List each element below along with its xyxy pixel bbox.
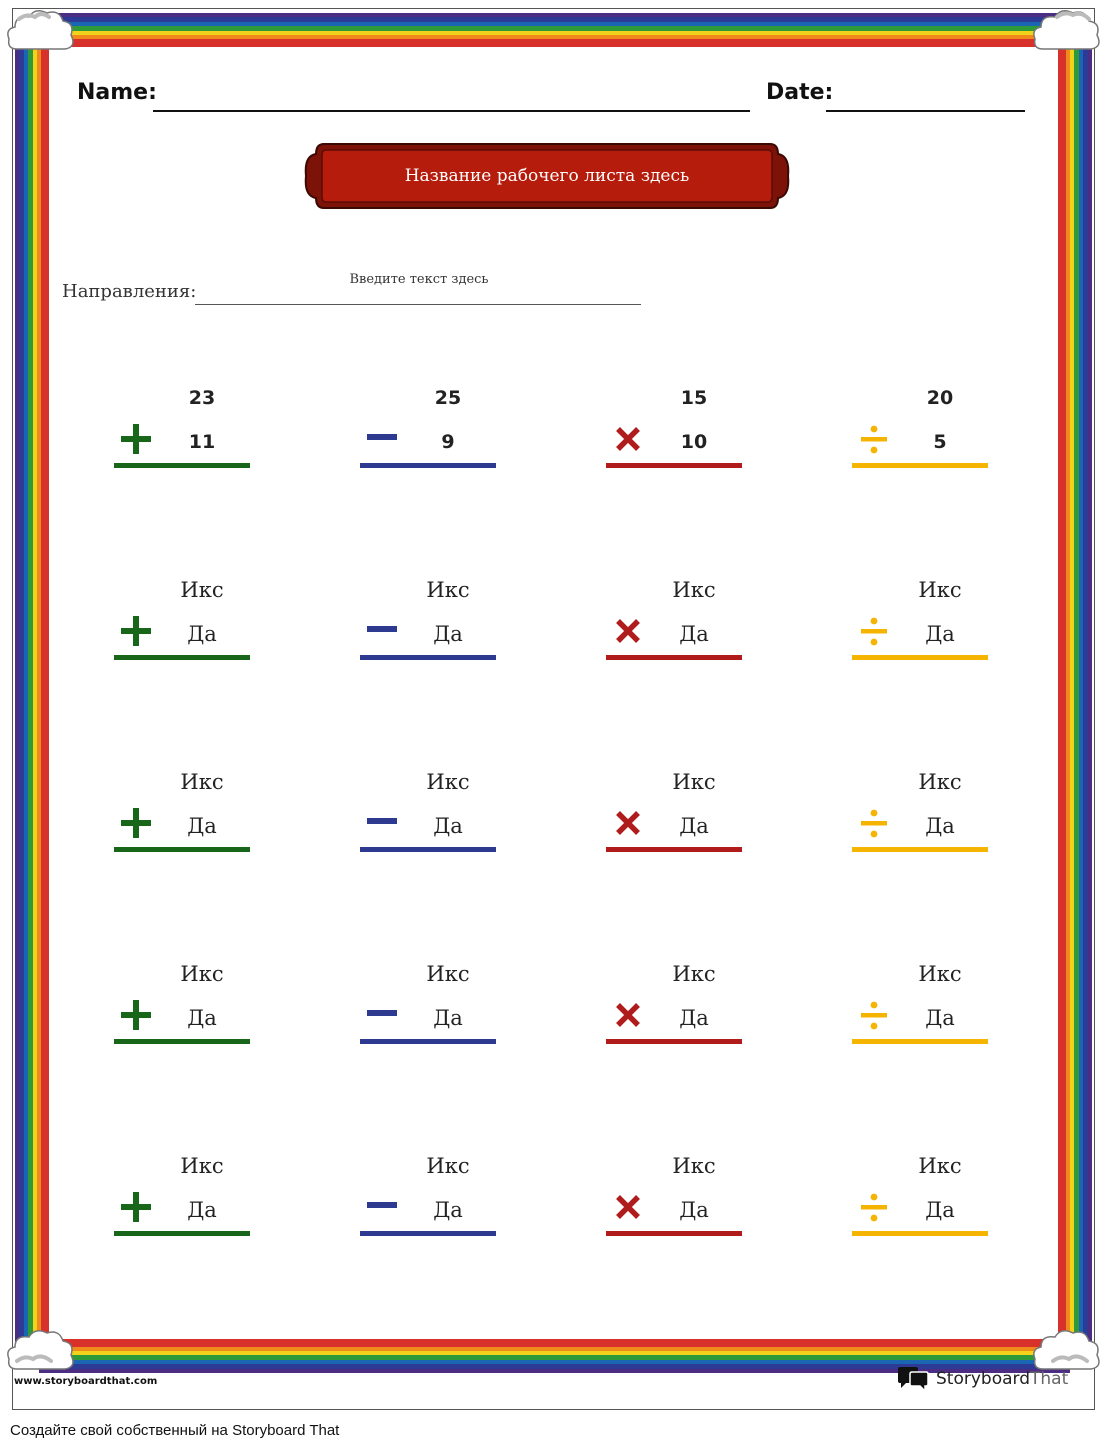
problem-1-2 — [360, 385, 496, 475]
answer-line — [360, 463, 496, 468]
answer-line — [360, 1039, 496, 1044]
multiply-icon — [610, 421, 646, 457]
rainbow-border-top — [39, 13, 1070, 47]
bottom-caption[interactable]: Создайте свой собственный на Storyboard That — [10, 1422, 340, 1439]
cloud-icon — [5, 5, 77, 57]
operand-bottom[interactable]: Да — [187, 622, 217, 646]
answer-line — [114, 463, 250, 468]
answer-line — [360, 655, 496, 660]
operand-bottom[interactable]: 9 — [441, 431, 455, 453]
operand-bottom[interactable]: Да — [679, 1198, 709, 1222]
answer-line — [852, 847, 988, 852]
problem-2-2 — [360, 577, 496, 667]
multiply-icon — [610, 613, 646, 649]
operand-top[interactable]: Икс — [426, 1154, 470, 1178]
operand-bottom[interactable]: Да — [925, 814, 955, 838]
problem-2-1 — [114, 577, 250, 667]
problem-5-1 — [114, 1153, 250, 1243]
brand-suffix: That — [1030, 1369, 1069, 1389]
plus-icon — [118, 421, 154, 457]
footer-brand — [896, 1364, 1068, 1394]
answer-line — [360, 847, 496, 852]
divide-icon — [856, 997, 892, 1033]
name-label: Name: — [77, 80, 157, 105]
operand-top[interactable]: 23 — [188, 387, 216, 409]
operand-top[interactable]: Икс — [672, 962, 716, 986]
operand-top[interactable]: Икс — [426, 962, 470, 986]
problem-3-3 — [606, 769, 742, 859]
answer-line — [852, 655, 988, 660]
multiply-icon — [610, 997, 646, 1033]
cloud-icon — [5, 1325, 77, 1377]
problem-1-3 — [606, 385, 742, 475]
operand-top[interactable]: 15 — [680, 387, 708, 409]
operand-bottom[interactable]: Да — [433, 1006, 463, 1030]
problem-4-1 — [114, 961, 250, 1051]
minus-icon — [364, 805, 400, 841]
footer-url[interactable]: www.storyboardthat.com — [14, 1376, 158, 1387]
problem-4-4 — [852, 961, 988, 1051]
answer-line — [114, 1039, 250, 1044]
date-label: Date: — [766, 80, 834, 105]
operand-bottom[interactable]: Да — [679, 814, 709, 838]
problem-2-3 — [606, 577, 742, 667]
plus-icon — [118, 1189, 154, 1225]
problem-5-3 — [606, 1153, 742, 1243]
operand-top[interactable]: Икс — [180, 578, 224, 602]
answer-line — [606, 847, 742, 852]
operand-bottom[interactable]: Да — [433, 1198, 463, 1222]
multiply-icon — [610, 805, 646, 841]
operand-bottom[interactable]: Да — [925, 1198, 955, 1222]
storyboard-logo-icon — [896, 1366, 930, 1392]
answer-line — [114, 847, 250, 852]
problem-5-2 — [360, 1153, 496, 1243]
divide-icon — [856, 421, 892, 457]
answer-line — [852, 463, 988, 468]
minus-icon — [364, 613, 400, 649]
operand-top[interactable]: Икс — [426, 770, 470, 794]
cloud-icon — [1031, 5, 1103, 57]
minus-icon — [364, 1189, 400, 1225]
operand-top[interactable]: 20 — [926, 387, 954, 409]
answer-line — [606, 1039, 742, 1044]
operand-bottom[interactable]: 10 — [680, 431, 708, 453]
name-line[interactable] — [153, 110, 750, 112]
operand-bottom[interactable]: Да — [187, 1198, 217, 1222]
operand-bottom[interactable]: Да — [187, 814, 217, 838]
directions-text[interactable]: Введите текст здесь — [349, 272, 489, 287]
problem-1-1 — [114, 385, 250, 475]
operand-top[interactable]: Икс — [180, 770, 224, 794]
answer-line — [606, 1231, 742, 1236]
answer-line — [114, 655, 250, 660]
multiply-icon — [610, 1189, 646, 1225]
answer-line — [606, 463, 742, 468]
problem-4-2 — [360, 961, 496, 1051]
divide-icon — [856, 805, 892, 841]
operand-bottom[interactable]: Да — [433, 622, 463, 646]
operand-bottom[interactable]: 5 — [933, 431, 947, 453]
problem-4-3 — [606, 961, 742, 1051]
operand-bottom[interactable]: Да — [679, 1006, 709, 1030]
date-line[interactable] — [826, 110, 1025, 112]
plus-icon — [118, 613, 154, 649]
operand-bottom[interactable]: 11 — [188, 431, 216, 453]
operand-top[interactable]: Икс — [180, 962, 224, 986]
problem-3-4 — [852, 769, 988, 859]
operand-top[interactable]: Икс — [918, 962, 962, 986]
answer-line — [360, 1231, 496, 1236]
problem-3-2 — [360, 769, 496, 859]
brand-main: Storyboard — [936, 1369, 1030, 1389]
rainbow-border-left — [15, 39, 49, 1345]
operand-top[interactable]: Икс — [672, 770, 716, 794]
operand-bottom[interactable]: Да — [679, 622, 709, 646]
directions-line — [195, 304, 641, 305]
minus-icon — [364, 997, 400, 1033]
operand-bottom[interactable]: Да — [925, 622, 955, 646]
operand-bottom[interactable]: Да — [925, 1006, 955, 1030]
operand-top[interactable]: Икс — [426, 578, 470, 602]
worksheet-title[interactable]: Название рабочего листа здесь — [404, 166, 690, 186]
problem-3-1 — [114, 769, 250, 859]
answer-line — [852, 1231, 988, 1236]
problem-5-4 — [852, 1153, 988, 1243]
operand-top[interactable]: Икс — [918, 770, 962, 794]
plus-icon — [118, 997, 154, 1033]
operand-top[interactable]: Икс — [672, 578, 716, 602]
divide-icon — [856, 1189, 892, 1225]
operand-top[interactable]: Икс — [918, 578, 962, 602]
operand-top[interactable]: Икс — [672, 1154, 716, 1178]
directions-label: Направления: — [62, 281, 197, 302]
operand-bottom[interactable]: Да — [187, 1006, 217, 1030]
operand-top[interactable]: Икс — [918, 1154, 962, 1178]
operand-bottom[interactable]: Да — [433, 814, 463, 838]
divide-icon — [856, 613, 892, 649]
operand-top[interactable]: 25 — [434, 387, 462, 409]
rainbow-border-right — [1058, 39, 1092, 1345]
answer-line — [852, 1039, 988, 1044]
answer-line — [114, 1231, 250, 1236]
problem-1-4 — [852, 385, 988, 475]
answer-line — [606, 655, 742, 660]
plus-icon — [118, 805, 154, 841]
minus-icon — [364, 421, 400, 457]
problem-2-4 — [852, 577, 988, 667]
operand-top[interactable]: Икс — [180, 1154, 224, 1178]
